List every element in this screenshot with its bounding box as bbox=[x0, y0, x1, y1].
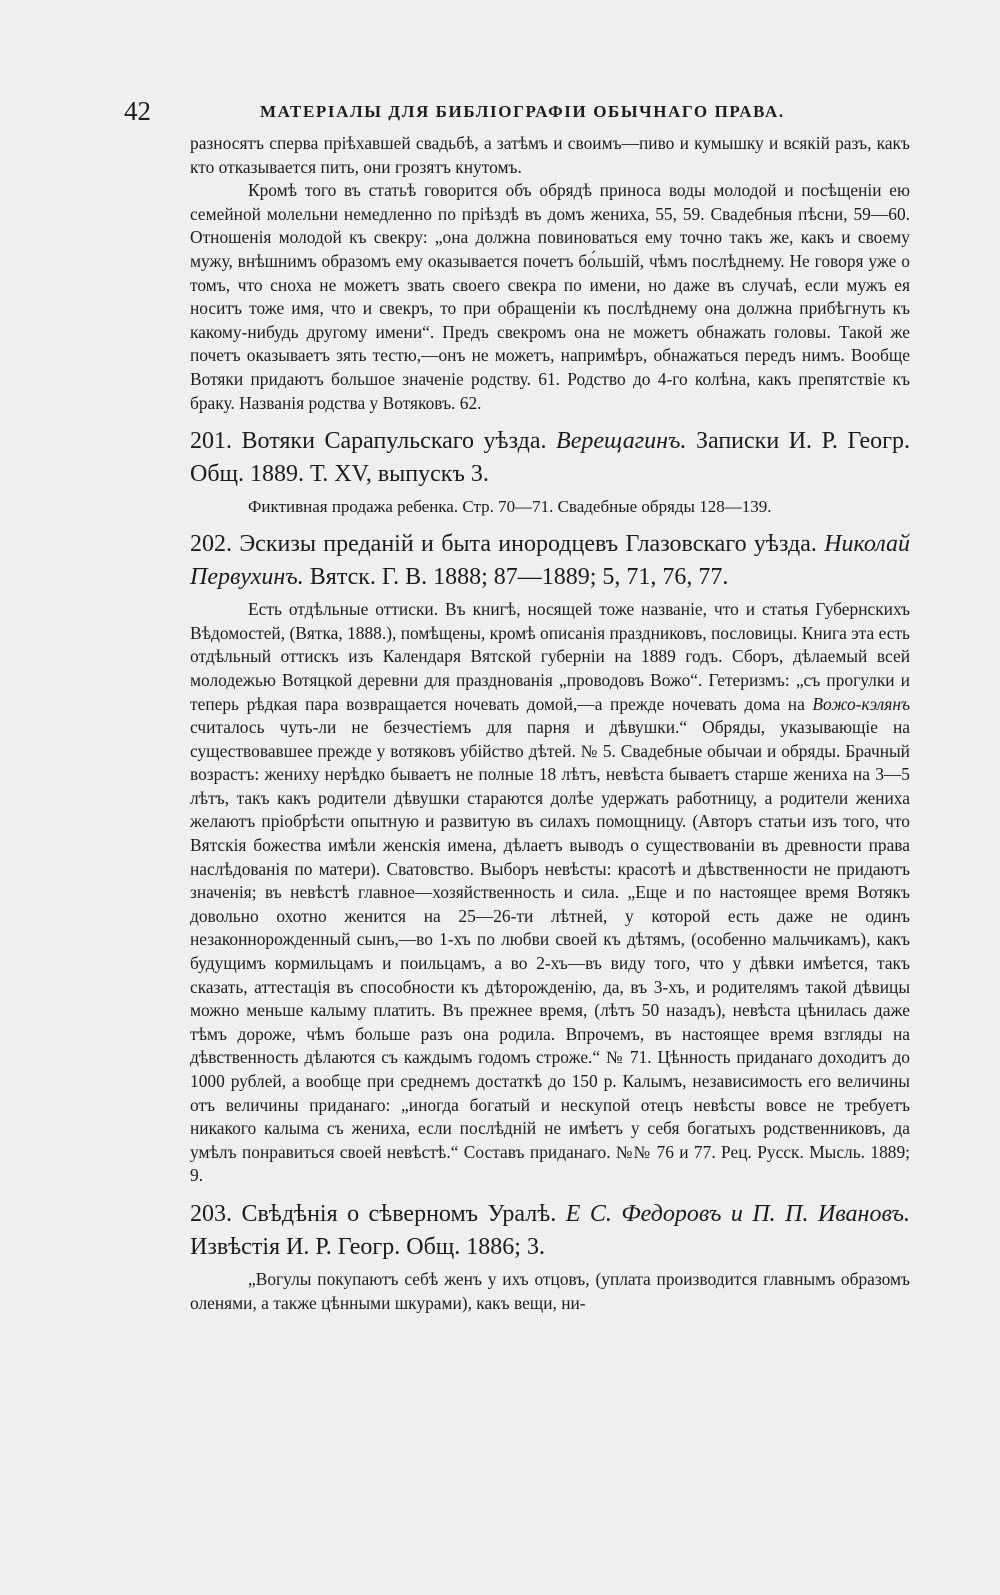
entry-body-part: считалось чуть-ли не безчестіемъ для парня и дѣвушки.“ Обряды, указывающіе на существовавшее прежде у вотяковъ убійство дѣтей. № 5. Свадебные обычаи и обряды. Брачный возрастъ: жениху нерѣдко бываетъ не полные 18 лѣтъ, невѣста бываетъ старше жениха на 3—5 лѣтъ, такъ какъ родители дѣвушки стараются долѣе удержать работницу, а родители жениха желаютъ пріобрѣсти опытную и развитую въ силахъ помощницу. (Авторъ статьи изъ того, что Вятскія божества имѣли женскія имена, дѣлаетъ выводъ о существованіи въ древности права наслѣдованія по матери). Сватовство. Выборъ невѣсты: красотѣ и дѣвственности не придаютъ значенія; въ невѣстѣ главное—хозяйственность и сила. „Еще и по настоящее время Вотякъ довольно охотно женится на 25—26-ти лѣтней, у которой есть даже не одинъ незаконнорожденный сынъ,—во 1-хъ по любви своей къ дѣтямъ, (особенно мальчикамъ), какъ будущимъ кормильцамъ и поильцамъ, а во 2-хъ—въ виду того, что у дѣвки имѣется, такъ сказать, аттестація въ способности къ дѣторожденію, да, въ 3-хъ, и родителямъ такой дѣвицы можно меньше калыму платить. Въ прежнее время, (лѣтъ 50 назадъ), невѣста цѣнилась даже тѣмъ дороже, чѣмъ больше разъ она родила. Впрочемъ, въ настоящее время взгляды на дѣвственность дѣлаются съ каждымъ годомъ строже.“ № 71. Цѣнность приданаго доходитъ до 1000 рублей, а вообще при среднемъ достаткѣ до 150 р. Калымъ, независимость его величины отъ величины приданаго: „иногда богатый и нескупой отецъ невѣсты вовсе не требуетъ никакого калыма съ жениха, если послѣдній не имѣетъ у себя богатыхъ родственниковъ, да умѣлъ понравиться своей невѣстѣ.“ Составъ приданаго. №№ 76 и 77. Рец. Русск. Мысль. 1889; 9. bbox=[190, 717, 910, 1186]
entry-body-part: Есть отдѣльные оттиски. Въ книгѣ, носящей тоже названіе, что и статья Губернскихъ Вѣдомостей, (Вятка, 1888.), помѣщены, кромѣ описанія праздниковъ, пословицы. Книга эта есть отдѣльный оттискъ изъ Календаря Вятской губерніи на 1889 годъ. Сборъ, дѣлаемый всей молодежью Вотяцкой деревни для празднованія „проводовъ Вожо“. Гетеризмъ: „съ прогулки и теперь рѣдкая пара возвращается ночевать домой,—а прежде ночевать дома на bbox=[190, 599, 910, 714]
entry-author: Верещагинъ. bbox=[556, 428, 687, 455]
entry-202 bbox=[190, 528, 910, 1188]
intro-section bbox=[190, 132, 910, 415]
entry-title-text: 203. Свѣдѣнія о сѣверномъ Уралѣ. bbox=[190, 1200, 566, 1227]
intro-paragraph: Кромѣ того въ статьѣ говорится объ обрядѣ приноса воды молодой и посѣщеніи ею семейной молельни немедленно по пріѣздѣ въ домъ жениха, 55, 59. Свадебныя пѣсни, 59—60. Отношенія молодой къ свекру: „она должна повиноваться ему точно такъ же, какъ и своему мужу, внѣшнимъ образомъ ему оказывается почетъ бо́льшій, чѣмъ послѣднему. Не говоря уже о томъ, что сноха не можетъ звать своего свекра по имени, но даже въ случаѣ, если мужъ ея носитъ тоже имя, что и свекръ, то при обращеніи къ послѣднему она должна прибѣгнуть къ какому-нибудь другому имени“. Предъ свекромъ она не можетъ обнажать головы. Такой же почетъ оказываетъ зять тестю,—онъ не можетъ, напримѣръ, обнажаться передъ нимъ. Вообще Вотяки придаютъ большое значеніе родству. 61. Родство до 4-го колѣна, какъ препятствіе къ браку. Названія родства у Вотяковъ. 62. bbox=[190, 180, 910, 413]
entry-title-text: 202. Эскизы преданій и быта инородцевъ Глазовскаго уѣзда. bbox=[190, 531, 825, 558]
page-header bbox=[124, 92, 910, 132]
page-number: 42 bbox=[124, 96, 151, 126]
entry-body-italic: Вожо-кэлянъ bbox=[812, 693, 910, 714]
intro-paragraph-continued: разносятъ сперва пріѣхавшей свадьбѣ, а затѣмъ и своимъ—пиво и кумышку и всякій разъ, какъ кто отказывается пить, они грозятъ кнутомъ. bbox=[190, 133, 910, 177]
entry-201 bbox=[190, 425, 910, 518]
entry-note: Фиктивная продажа ребенка. Стр. 70—71. Свадебные обряды 128—139. bbox=[248, 497, 772, 517]
entry-title bbox=[190, 528, 910, 594]
running-head: МАТЕРІАЛЫ ДЛЯ БИБЛІОГРАФІИ ОБЫЧНАГО ПРАВА. bbox=[260, 102, 785, 121]
entry-source: Записки И. Р. Геогр. Общ. 1889. Т. XV, выпускъ 3. bbox=[190, 428, 910, 488]
entry-source: Вятск. Г. В. 1888; 87—1889; 5, 71, 76, 77. bbox=[303, 564, 729, 591]
entry-author: Николай Первухинъ. bbox=[190, 531, 910, 591]
entry-author: Е С. Федоровъ и П. П. Ивановъ. bbox=[565, 1200, 910, 1227]
entry-title-text: 201. Вотяки Сарапульскаго уѣзда. bbox=[190, 428, 557, 455]
entry-body bbox=[190, 598, 910, 1188]
entry-203 bbox=[190, 1198, 910, 1315]
entry-title bbox=[190, 425, 910, 491]
entry-title bbox=[190, 1198, 910, 1264]
entry-source: Извѣстія И. Р. Геогр. Общ. 1886; 3. bbox=[190, 1233, 545, 1260]
entry-body: „Вогулы покупаютъ себѣ женъ у ихъ отцовъ, (уплата производится главнымъ образомъ оленями, а также цѣнными шкурами), какъ вещи, ни- bbox=[190, 1268, 910, 1313]
